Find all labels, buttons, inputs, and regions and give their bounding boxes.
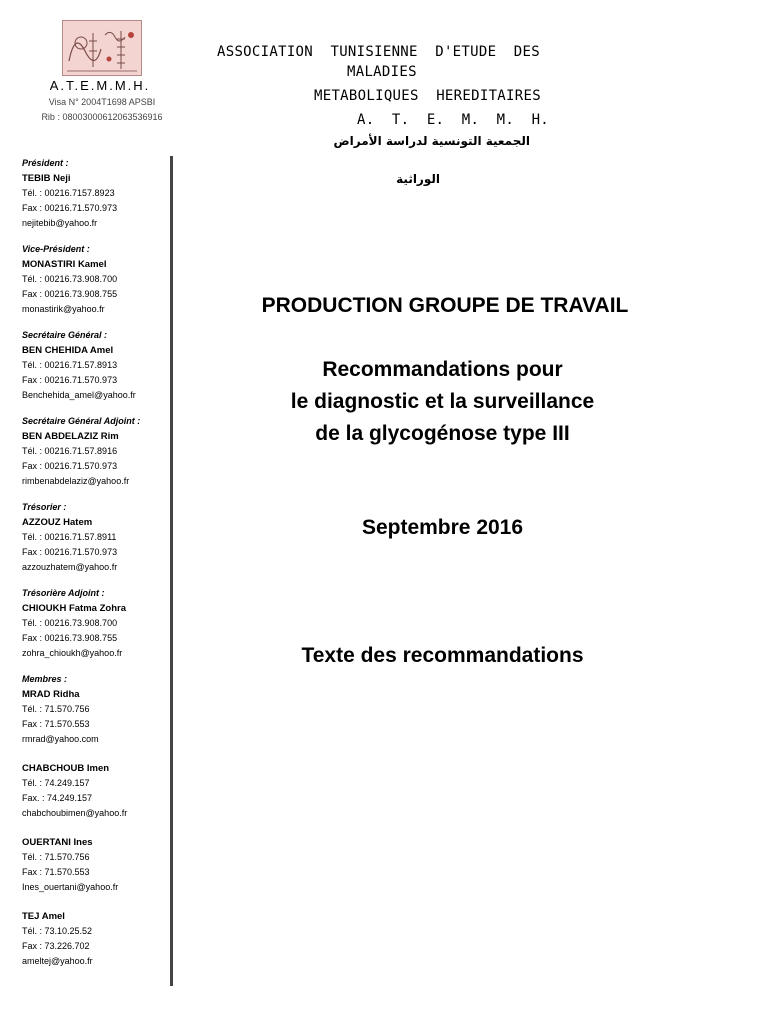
header-arabic-1: الجمعية التونسية لدراسة الأمراض: [333, 134, 530, 148]
member-block: [22, 586, 170, 661]
member-role: Secrétaire Général Adjoint :: [22, 416, 141, 426]
org-rib: Rib : 08003000612063536916: [41, 112, 163, 122]
member-name: MONASTIRI Kamel: [22, 259, 107, 270]
header-line-4: A. T. E. M. M. H.: [357, 112, 550, 128]
member-role: Membres :: [22, 674, 68, 684]
member-tel: Tél. : 00216.71.57.8913: [22, 360, 118, 370]
member-tel: Tél. : 71.570.756: [22, 704, 90, 714]
org-abbreviation: A.T.E.M.M.H.: [49, 78, 151, 93]
member-fax: Fax : 00216.73.908.755: [22, 633, 118, 643]
member-email: rimbenabdelaziz@yahoo.fr: [22, 476, 130, 486]
sidebar-board-members: [22, 156, 173, 986]
member-name: CHIOUKH Fatma Zohra: [22, 603, 126, 614]
member-tel: Tél. : 00216.73.908.700: [22, 274, 118, 284]
member-name: TEBIB Neji: [22, 173, 71, 184]
member-role: Président :: [22, 158, 69, 168]
member-fax: Fax : 00216.71.570.973: [22, 375, 118, 385]
member-tel: Tél. : 00216.7157.8923: [22, 188, 115, 198]
member-name: MRAD Ridha: [22, 689, 80, 700]
members-list: [22, 156, 170, 969]
member-name: AZZOUZ Hatem: [22, 517, 93, 528]
member-fax: Fax : 71.570.553: [22, 719, 90, 729]
member-name: TEJ Amel: [22, 911, 65, 922]
header-line-3: METABOLIQUES HEREDITAIRES: [314, 88, 541, 104]
member-fax: Fax. : 74.249.157: [22, 793, 93, 803]
member-block: [22, 909, 170, 969]
member-email: zohra_chioukh@yahoo.fr: [22, 648, 123, 658]
member-email: Ines_ouertani@yahoo.fr: [22, 882, 119, 892]
member-tel: Tél. : 00216.71.57.8911: [22, 532, 117, 542]
member-tel: Tél. : 00216.73.908.700: [22, 618, 118, 628]
header-line-1: ASSOCIATION TUNISIENNE D'ETUDE DES: [217, 44, 540, 60]
member-block: [22, 761, 170, 821]
production-heading: PRODUCTION GROUPE DE TRAVAIL: [261, 294, 629, 317]
member-email: rmrad@yahoo.com: [22, 734, 99, 744]
header-line-2: MALADIES: [347, 64, 417, 80]
member-block: [22, 414, 170, 489]
member-name: BEN ABDELAZIZ Rim: [22, 431, 119, 442]
member-block: [22, 672, 170, 747]
member-role: Trésorière Adjoint :: [22, 588, 105, 598]
member-email: chabchoubimen@yahoo.fr: [22, 808, 128, 818]
member-fax: Fax : 73.226.702: [22, 941, 90, 951]
member-tel: Tél. : 00216.71.57.8916: [22, 446, 118, 456]
member-role: Trésorier :: [22, 502, 67, 512]
member-tel: Tél. : 73.10.25.52: [22, 926, 93, 936]
member-name: OUERTANI Ines: [22, 837, 93, 848]
title-line-1: Recommandations pour: [322, 358, 563, 381]
member-email: monastirik@yahoo.fr: [22, 304, 105, 314]
member-fax: Fax : 71.570.553: [22, 867, 90, 877]
member-fax: Fax : 00216.71.570.973: [22, 547, 118, 557]
date-heading: Septembre 2016: [361, 516, 524, 539]
member-fax: Fax : 00216.71.570.973: [22, 203, 118, 213]
member-block: [22, 835, 170, 895]
member-email: ameltej@yahoo.fr: [22, 956, 93, 966]
subtitle-heading: Texte des recommandations: [301, 644, 584, 667]
member-block: [22, 500, 170, 575]
association-logo: [62, 20, 142, 76]
title-line-3: de la glycogénose type III: [315, 422, 570, 445]
member-email: azzouzhatem@yahoo.fr: [22, 562, 118, 572]
title-line-2: le diagnostic et la surveillance: [290, 390, 595, 413]
member-email: nejitebib@yahoo.fr: [22, 218, 98, 228]
member-block: [22, 156, 170, 231]
member-role: Vice-Président :: [22, 244, 90, 254]
member-name: BEN CHEHIDA Amel: [22, 345, 114, 356]
member-role: Secrétaire Général :: [22, 330, 108, 340]
member-name: CHABCHOUB Imen: [22, 763, 110, 774]
header-arabic-2: الوراثية: [396, 172, 440, 186]
member-block: [22, 242, 170, 317]
member-fax: Fax : 00216.71.570.973: [22, 461, 118, 471]
member-tel: Tél. : 74.249.157: [22, 778, 90, 788]
member-tel: Tél. : 71.570.756: [22, 852, 90, 862]
member-email: Benchehida_amel@yahoo.fr: [22, 390, 136, 400]
member-fax: Fax : 00216.73.908.755: [22, 289, 118, 299]
org-visa: Visa N° 2004T1698 APSBI: [48, 97, 156, 107]
member-block: [22, 328, 170, 403]
logo-drawing: [63, 21, 141, 75]
